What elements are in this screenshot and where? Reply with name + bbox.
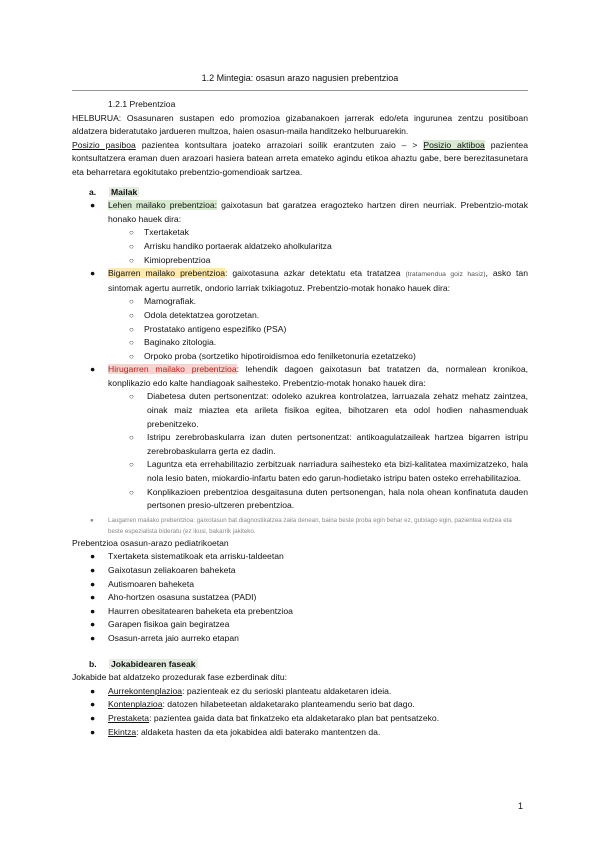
- list-item-text: Arrisku handiko portaerak aldatzeko aholkularitza: [144, 240, 332, 251]
- page-header: 1.2 Mintegia: osasun arazo nagusien prebentzioa: [201, 73, 399, 83]
- list-item: [72, 564, 528, 578]
- bigarren-sublist: [72, 295, 528, 363]
- list-item-text: Diabetesa duten pertsonentzat: odoleko azukrea kontrolatzea, larruazala zehatz mehatz zaintzea, oinak maiz miaztea eta arileta fisikoa egitea, bihotzaren eta odol hodien nahasmenduak prebenitzeko.: [147, 391, 528, 429]
- list-item: [72, 486, 528, 513]
- bigarren-small-note: (tratamendua goiz hasiz): [405, 271, 486, 279]
- circle-bullet-icon: ○: [129, 460, 134, 470]
- circle-bullet-icon: ○: [129, 338, 134, 348]
- bullet-icon: ●: [90, 592, 96, 603]
- lehen-text: gaixotasun bat garatzea eragozteko hartzen diren neurriak. Prebentzio-motak honako hauek dira:: [108, 200, 529, 224]
- list-item: [72, 550, 528, 564]
- list-item: [72, 712, 528, 726]
- list-item: [72, 458, 528, 485]
- bullet-icon: ●: [90, 619, 96, 630]
- posizio-paragraph: [72, 139, 528, 180]
- lehen-label: Lehen mailako prebentzioa:: [108, 200, 218, 211]
- list-item-text: Baginako zitologia.: [144, 337, 217, 348]
- section-b-label: b.: [89, 658, 97, 669]
- list-item-text: Txertaketak: [144, 227, 189, 238]
- circle-bullet-icon: ○: [129, 297, 134, 307]
- list-item-text: Konplikazioen prebentzioa desgaitasuna duten pertsonengan, hala nola ohean konfinatuta dauden pertsonen presio-ultzeren prebentzioa.: [147, 486, 528, 511]
- page-number: 1: [518, 801, 524, 811]
- phase-term: Prestaketa: [108, 712, 150, 723]
- circle-bullet-icon: ○: [129, 310, 134, 320]
- laugarren-text: Laugarren mailako prebentzioa: gaixotasun bat diagnostikatzea zaila denean, baina beste proba egin behar ez, gutxiago egin, pazientea eutzea eta beste espezialista bideratu (ez ikusi, bakarrik jakiteko.: [108, 516, 512, 535]
- list-item-text: Prostatako antigeno espezifiko (PSA): [144, 323, 287, 334]
- list-item: [72, 350, 528, 364]
- list-item: [72, 515, 528, 537]
- section-a-title: Mailak: [111, 186, 138, 197]
- bullet-icon: ●: [90, 605, 96, 616]
- list-item-text: Odola detektatzea gorotzetan.: [144, 309, 260, 320]
- list-item: [72, 226, 528, 240]
- list-item: [72, 309, 528, 323]
- bullet-icon: ●: [90, 551, 96, 562]
- section-b-heading: [89, 658, 528, 672]
- bullet-icon: ●: [90, 268, 96, 279]
- bullet-icon: ●: [90, 699, 96, 710]
- page-content: [72, 98, 528, 739]
- circle-bullet-icon: ○: [129, 351, 134, 361]
- list-item-text: Gaixotasun zeliakoaren baheketa: [108, 565, 236, 575]
- bullet-icon: ●: [90, 364, 96, 375]
- phase-text: : aldaketa hasten da eta jokabidea aldi baterako mantentzen da.: [136, 726, 381, 737]
- list-item: [72, 578, 528, 592]
- phase-term: Aurrekontenplazioa: [108, 685, 183, 696]
- list-item-text: Kimioprebentzioa: [144, 254, 211, 265]
- list-item: [72, 431, 528, 458]
- lehen-sublist: [72, 226, 528, 267]
- list-item: [72, 336, 528, 350]
- list-item-text: Osasun-arreta jaio aurreko etapan: [108, 632, 239, 643]
- list-item: [72, 240, 528, 254]
- bullet-icon: ●: [90, 516, 94, 524]
- list-item-text: Orpoko proba (sortzetiko hipotiroidismoa edo fenilketonuria ezetatzeko): [144, 350, 416, 361]
- circle-bullet-icon: ○: [129, 255, 134, 265]
- phase-term: Kontenplazioa: [108, 699, 163, 710]
- bullet-icon: ●: [90, 200, 96, 211]
- circle-bullet-icon: ○: [129, 324, 134, 334]
- posizio-text-b: pazientea kontsultatzera eraman duen arazoari hasiera batean arreta emateko agindu etikoa ahaztu gabe, bere berezitasunetara eta beharretara egokitutako prebentzio-gomendioak sartzea.: [72, 139, 528, 177]
- circle-bullet-icon: ○: [129, 487, 134, 497]
- list-item: [72, 618, 528, 632]
- list-item-text: Mamografiak.: [144, 296, 197, 307]
- posizio-pasiboa-term: Posizio pasiboa: [72, 139, 136, 150]
- posizio-aktiboa-term: Posizio aktiboa: [423, 139, 485, 150]
- list-item-text: Garapen fisikoa gain begiratzea: [108, 619, 230, 630]
- hirugarren-sublist: [72, 390, 528, 512]
- list-item-text: Aho-hortzen osasuna sustatzea (PADI): [108, 592, 257, 603]
- list-item-text: Laguntza eta errehabilitazio zerbitzuak narriadura saihesteko eta bizi-kalitatea maximizatzeko, hala nola lesio baten, miokardio-infartu baten edo garun-hodietako istripu baten osteko errehabilitazioa.: [147, 459, 528, 484]
- bigarren-label: Bigarren mailako prebentzioa: [108, 268, 225, 279]
- pediatric-title: Prebentzioa osasun-arazo pediatrikoetan: [72, 537, 229, 548]
- bullet-icon: ●: [90, 578, 96, 589]
- list-item: [72, 390, 528, 431]
- list-item-text: Autismoaren baheketa: [108, 578, 194, 589]
- circle-bullet-icon: ○: [129, 228, 134, 238]
- section-a-label: a.: [89, 186, 97, 197]
- list-item-text: Txertaketa sistematikoak eta arrisku-taldeetan: [108, 551, 284, 562]
- hirugarren-label: Hirugarren mailako prebentzioa: [108, 364, 237, 375]
- list-item: [72, 199, 528, 267]
- posizio-text-a: pazientea kontsultara joateko arrazoiari soilik erantzuten zaio – >: [141, 139, 418, 150]
- section-a-heading: [89, 186, 528, 200]
- list-item: [72, 267, 528, 363]
- list-item: [72, 591, 528, 605]
- list-item: [72, 632, 528, 646]
- circle-bullet-icon: ○: [129, 392, 134, 402]
- phase-text: : pazienteak ez du serioski planteatu aldaketaren ideia.: [182, 685, 392, 696]
- phase-term: Ekintza: [108, 726, 137, 737]
- list-item: [72, 698, 528, 712]
- bullet-icon: ●: [90, 726, 96, 737]
- hirugarren-text: : lehendik dagoen gaixotasun bat tratatzen da, normalean kronikoa, konplikazio edo kalte handiagoak saihesteko. Prebentzio-motak honako hauek dira:: [108, 364, 528, 388]
- section-b-intro: Jokabide bat aldatzeko prozedurak fase ezberdinak ditu:: [72, 672, 287, 683]
- helburua-paragraph: HELBURUA: Osasunaren sustapen edo promozioa gizabanakoen jarrerak edo/eta ingurunea zentzu positiboan aldatzera bideratutako jardueren multzoa, haien osasun-maila handitzeko helburuarekin.: [72, 112, 528, 137]
- list-item-text: Haurren obesitatearen baheketa eta prebentzioa: [108, 605, 293, 616]
- list-item: [72, 295, 528, 309]
- section-b-title: Jokabidearen faseak: [111, 658, 196, 669]
- list-item: [72, 685, 528, 699]
- list-item: [72, 323, 528, 337]
- bullet-icon: ●: [90, 632, 96, 643]
- phase-text: : pazientea gaida data bat finkatzeko eta aldaketarako plan bat pentsatzeko.: [149, 712, 440, 723]
- list-item: [72, 726, 528, 740]
- list-item: [72, 363, 528, 513]
- list-item-text: Istripu zerebrobaskularra izan duten pertsonentzat: antikoagulatzaileak hartzea bigarren istripu zerebrobaskularra gerta ez dadin.: [147, 432, 528, 456]
- circle-bullet-icon: ○: [129, 241, 134, 251]
- header-rule: [72, 90, 528, 91]
- section-heading: 1.2.1 Prebentzioa: [108, 99, 176, 109]
- pediatric-list: [72, 550, 528, 645]
- bullet-icon: ●: [90, 685, 96, 696]
- bigarren-text-a: : gaixotasuna azkar detektatu eta tratatzea: [225, 268, 401, 279]
- levels-list: [72, 199, 528, 537]
- list-item: [72, 254, 528, 268]
- bullet-icon: ●: [90, 565, 96, 575]
- circle-bullet-icon: ○: [129, 433, 134, 443]
- phase-text: : datozen hilabeteetan aldaketarako planteamendu serio bat dago.: [162, 699, 415, 710]
- phases-list: [72, 685, 528, 739]
- bullet-icon: ●: [90, 712, 96, 723]
- bigarren-text-b: , asko tan sintomak agertu aurretik, ondorio larriak txikiagotuz. Prebentzio-motak honako hauek dira:: [108, 268, 528, 293]
- list-item: [72, 605, 528, 619]
